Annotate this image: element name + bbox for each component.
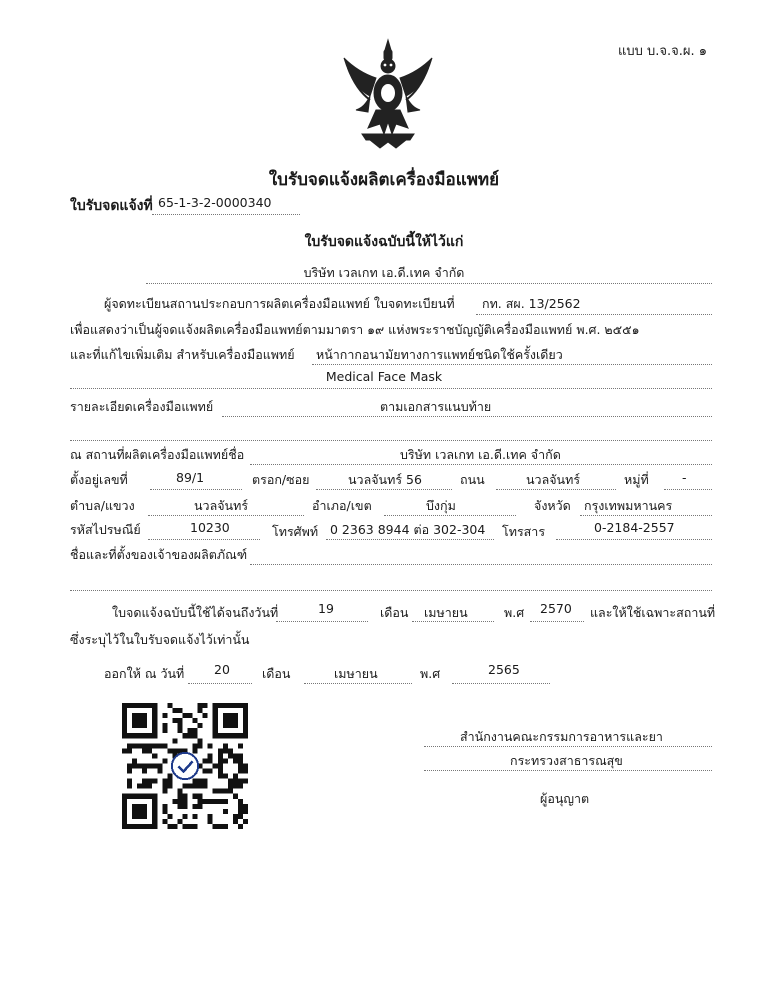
dotted-line: [70, 388, 712, 389]
signing-role: ผู้อนุญาต: [540, 791, 590, 806]
issued-label: ออกให้ ณ วันที่: [104, 666, 185, 681]
device-type-value: หน้ากากอนามัยทางการแพทย์ชนิดใช้ครั้งเดียว: [316, 347, 563, 362]
validity-month: เมษายน: [424, 605, 468, 620]
dotted-line: [580, 515, 712, 516]
signing-ministry: กระทรวงสาธารณสุข: [510, 753, 623, 768]
validity-tail: และให้ใช้เฉพาะสถานที่: [590, 605, 716, 620]
dotted-line: [424, 770, 712, 771]
phone-label: โทรศัพท์: [272, 524, 319, 539]
dotted-line: [312, 364, 712, 365]
province-label: จังหวัด: [534, 498, 571, 513]
dotted-line: [222, 416, 712, 417]
validity-month-label: เดือน: [380, 605, 409, 620]
dotted-line: [70, 440, 712, 441]
dotted-line: [476, 314, 712, 315]
certificate-number-label: ใบรับจดแจ้งที่: [70, 198, 153, 214]
dotted-line: [556, 539, 712, 540]
phone-number: 0 2363 8944 ต่อ 302-304: [330, 522, 486, 537]
site-label: ณ สถานที่ผลิตเครื่องมือแพทย์ชื่อ: [70, 447, 245, 462]
address-number-label: ตั้งอยู่เลขที่: [70, 472, 128, 487]
dotted-line: [424, 746, 712, 747]
validity-year: 2570: [540, 601, 572, 616]
fax-label: โทรสาร: [502, 524, 546, 539]
garuda-emblem: [340, 38, 436, 150]
fax-number: 0-2184-2557: [594, 520, 675, 535]
district-label: อำเภอ/เขต: [312, 498, 372, 513]
dotted-line: [188, 683, 252, 684]
dotted-line: [412, 621, 494, 622]
document-title: ใบรับจดแจ้งผลิตเครื่องมือแพทย์: [268, 170, 500, 190]
dotted-line: [496, 489, 616, 490]
dotted-line: [150, 489, 242, 490]
device-english-name: Medical Face Mask: [325, 369, 443, 384]
qr-code-icon: [122, 703, 248, 829]
registration-number: กท. สผ. 13/2562: [482, 296, 581, 311]
company-name: บริษัท เวลเกท เอ.ดี.เทค จำกัด: [303, 265, 465, 280]
dotted-line: [452, 683, 550, 684]
road-value: นวลจันทร์: [526, 472, 581, 487]
signing-office: สำนักงานคณะกรรมการอาหารและยา: [460, 729, 663, 744]
dotted-line: [250, 564, 712, 565]
moo-label: หมู่ที่: [624, 472, 649, 487]
dotted-line: [384, 515, 516, 516]
dotted-line: [148, 539, 260, 540]
details-label: รายละเอียดเครื่องมือแพทย์: [70, 399, 214, 414]
address-number: 89/1: [176, 470, 205, 485]
issued-year-label: พ.ศ: [420, 666, 441, 681]
dotted-line: [304, 683, 412, 684]
dotted-line: [276, 621, 368, 622]
issued-day: 20: [214, 662, 230, 677]
validity-line2: ซึ่งระบุไว้ในใบรับจดแจ้งไว้เท่านั้น: [70, 632, 250, 647]
validity-label: ใบจดแจ้งฉบับนี้ใช้ได้จนถึงวันที่: [112, 605, 279, 620]
issued-month: เมษายน: [334, 666, 378, 681]
dotted-line: [316, 489, 452, 490]
form-code: แบบ บ.จ.จ.ผ. ๑: [618, 44, 708, 59]
dotted-line: [152, 214, 300, 215]
dotted-line: [146, 283, 712, 284]
details-value: ตามเอกสารแนบท้าย: [380, 399, 492, 414]
issued-month-label: เดือน: [262, 666, 291, 681]
subdistrict-value: นวลจันทร์: [194, 498, 249, 513]
registration-label: ผู้จดทะเบียนสถานประกอบการผลิตเครื่องมือแพทย์ ใบจดทะเบียนที่: [104, 296, 455, 311]
alley-label: ตรอก/ซอย: [252, 472, 310, 487]
certificate-number: 65-1-3-2-0000340: [158, 195, 272, 210]
postal-label: รหัสไปรษณีย์: [70, 522, 141, 537]
issued-year: 2565: [488, 662, 520, 677]
issued-to-heading: ใบรับจดแจ้งฉบับนี้ให้ไว้แก่: [304, 234, 464, 250]
validity-day: 19: [318, 601, 334, 616]
district-value: บึงกุ่ม: [426, 498, 456, 513]
dotted-line: [326, 539, 494, 540]
dotted-line: [148, 515, 304, 516]
subdistrict-label: ตำบล/แขวง: [70, 498, 135, 513]
validity-year-label: พ.ศ: [504, 605, 525, 620]
moo-value: -: [682, 470, 687, 485]
postal-code: 10230: [190, 520, 230, 535]
dotted-line: [664, 489, 712, 490]
site-name: บริษัท เวลเกท เอ.ดี.เทค จำกัด: [400, 447, 561, 462]
registration-act-text: เพื่อแสดงว่าเป็นผู้จดแจ้งผลิตเครื่องมือแพทย์ตามมาตรา ๑๙ แห่งพระราชบัญญัติเครื่องมือแพทย์ พ.ศ. ๒๕๕๑: [70, 322, 640, 337]
dotted-line: [250, 464, 712, 465]
dotted-line: [70, 590, 712, 591]
dotted-line: [530, 621, 584, 622]
road-label: ถนน: [460, 472, 485, 487]
device-type-label: และที่แก้ไขเพิ่มเติม สำหรับเครื่องมือแพทย์: [70, 347, 295, 362]
owner-label: ชื่อและที่ตั้งของเจ้าของผลิตภัณฑ์: [70, 547, 248, 562]
province-value: กรุงเทพมหานคร: [584, 498, 673, 513]
alley-value: นวลจันทร์ 56: [348, 472, 422, 487]
